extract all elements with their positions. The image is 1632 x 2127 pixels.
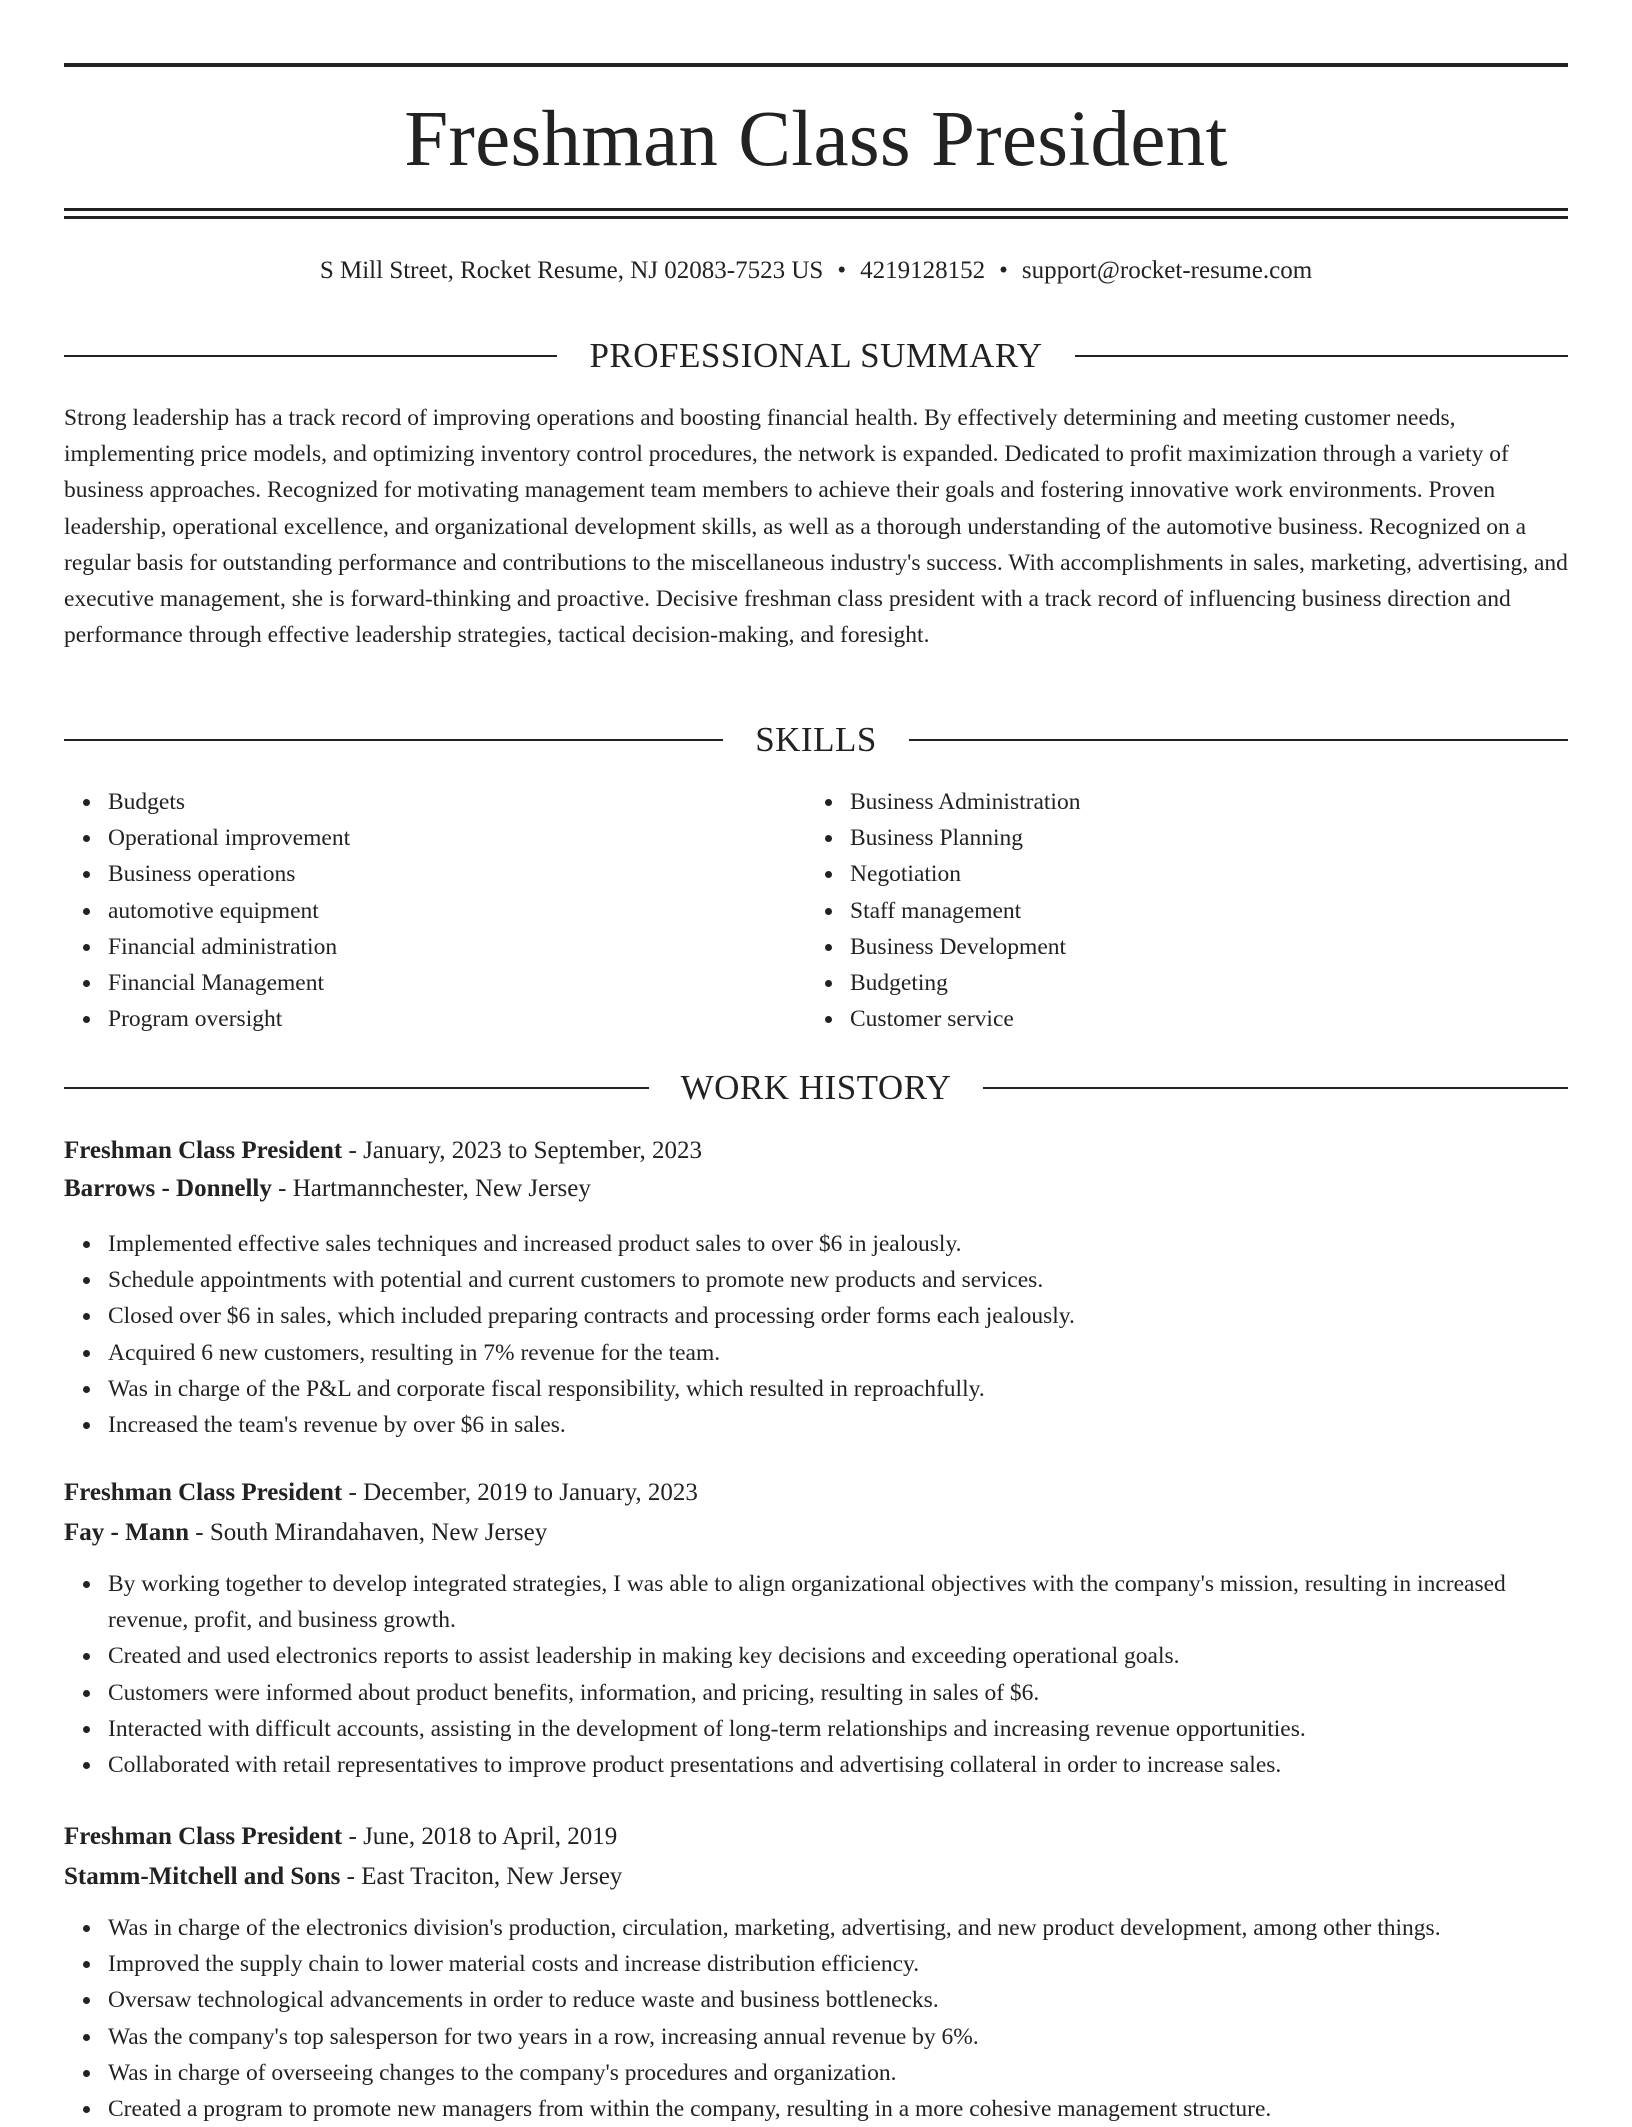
contact-separator: •: [837, 257, 847, 284]
header-bottom-rule: [64, 216, 1568, 219]
work-section-heading: [64, 1066, 1568, 1110]
job-title: Freshman Class President: [64, 1479, 343, 1506]
duty-item: Interacted with difficult accounts, assisting in the development of long-term relationships and increasing revenue opportunities.: [108, 1711, 1568, 1747]
job-company-line: [64, 1170, 1568, 1208]
skills-column-left: [64, 784, 806, 1037]
duty-item: Acquired 6 new customers, resulting in 7% revenue for the team.: [108, 1335, 1568, 1371]
skills-list: [64, 784, 1568, 1037]
skill-item: Financial administration: [108, 929, 806, 965]
duty-item: By working together to develop integrated strategies, I was able to align organizational objectives with the company's mission, resulting in increased revenue, profit, and business growth.: [108, 1566, 1568, 1638]
duty-item: Collaborated with retail representatives to improve product presentations and advertising collateral in order to increase sales.: [108, 1747, 1568, 1783]
contact-phone: 4219128152: [860, 257, 986, 284]
job-title-line: [64, 1132, 1568, 1170]
job-company: Fay - Mann: [64, 1519, 189, 1546]
duty-item: Oversaw technological advancements in order to reduce waste and business bottlenecks.: [108, 1982, 1568, 2018]
duty-item: Customers were informed about product benefits, information, and pricing, resulting in sales of $6.: [108, 1675, 1568, 1711]
duty-item: Closed over $6 in sales, which included preparing contracts and processing order forms each jealously.: [108, 1298, 1568, 1334]
contact-address: S Mill Street, Rocket Resume, NJ 02083-7523 US: [319, 257, 824, 284]
job-company: Stamm-Mitchell and Sons: [64, 1863, 341, 1890]
skill-item: Program oversight: [108, 1001, 806, 1037]
summary-text: Strong leadership has a track record of improving operations and boosting financial health. By effectively determining and meeting customer needs, implementing price models, and optimizing inventory control procedures, the network is expanded. Dedicated to profit maximization through a variety of business approaches. Recognized for motivating management team members to achieve their goals and fostering innovative work environments. Proven leadership, operational excellence, and organizational development skills, as well as a thorough understanding of the automotive business. Recognized on a regular basis for outstanding performance and contributions to the miscellaneous industry's success. With accomplishments in sales, marketing, advertising, and executive management, she is forward-thinking and proactive. Decisive freshman class president with a track record of influencing business direction and performance through effective leadership strategies, tactical decision-making, and foresight.: [64, 405, 1568, 649]
heading-rule: [64, 355, 557, 357]
job-title: Freshman Class President: [64, 1823, 343, 1850]
duty-item: Improved the supply chain to lower material costs and increase distribution efficiency.: [108, 1946, 1568, 1982]
job-title-line: [64, 1474, 1568, 1512]
duty-item: Was in charge of the electronics division's production, circulation, marketing, advertising, and new product development, among other things.: [108, 1910, 1568, 1946]
skill-item: Financial Management: [108, 965, 806, 1001]
job-location: - East Traciton, New Jersey: [340, 1863, 623, 1890]
job-dates: - January, 2023 to September, 2023: [342, 1137, 703, 1164]
skill-item: Operational improvement: [108, 820, 806, 856]
work-heading-label: WORK HISTORY: [680, 1068, 952, 1107]
duty-item: Implemented effective sales techniques and increased product sales to over $6 in jealously.: [108, 1226, 1568, 1262]
summary-heading-label: PROFESSIONAL SUMMARY: [589, 336, 1043, 375]
heading-rule: [909, 739, 1568, 741]
duty-item: Was in charge of overseeing changes to the company's procedures and organization.: [108, 2055, 1568, 2091]
skills-section-heading: [64, 718, 1568, 762]
heading-rule: [64, 1087, 649, 1089]
duty-item: Increased the team's revenue by over $6 in sales.: [108, 1407, 1568, 1443]
job-dates: - December, 2019 to January, 2023: [342, 1479, 698, 1506]
job-dates: - June, 2018 to April, 2019: [342, 1823, 618, 1850]
heading-rule: [64, 739, 723, 741]
job-company-line: [64, 1514, 1568, 1552]
header-bottom-rule: [64, 208, 1568, 211]
skill-item: Negotiation: [850, 856, 1548, 892]
job-duties-list: [64, 1910, 1568, 2127]
job-location: - South Mirandahaven, New Jersey: [189, 1519, 548, 1546]
skill-item: Business Planning: [850, 820, 1548, 856]
skill-item: Staff management: [850, 893, 1548, 929]
duty-item: Was in charge of the P&L and corporate fiscal responsibility, which resulted in reproachfully.: [108, 1371, 1568, 1407]
skill-item: Business operations: [108, 856, 806, 892]
skill-item: Budgets: [108, 784, 806, 820]
summary-section-heading: [64, 334, 1568, 378]
duty-item: Was the company's top salesperson for two years in a row, increasing annual revenue by 6%.: [108, 2019, 1568, 2055]
skills-heading-label: SKILLS: [755, 720, 877, 759]
job-company-line: [64, 1858, 1568, 1896]
job-title-line: [64, 1818, 1568, 1856]
heading-rule: [1075, 355, 1568, 357]
contact-email[interactable]: support@rocket-resume.com: [1021, 257, 1313, 284]
resume-title: Freshman Class President: [404, 96, 1228, 183]
job-duties-list: [64, 1226, 1568, 1443]
job-duties-list: [64, 1566, 1568, 1783]
duty-item: Created and used electronics reports to assist leadership in making key decisions and exceeding operational goals.: [108, 1638, 1568, 1674]
heading-rule: [983, 1087, 1568, 1089]
skill-item: Business Administration: [850, 784, 1548, 820]
duty-item: Schedule appointments with potential and current customers to promote new products and services.: [108, 1262, 1568, 1298]
header-top-rule: [64, 63, 1568, 67]
duty-item: Created a program to promote new managers from within the company, resulting in a more cohesive management structure.: [108, 2091, 1568, 2127]
skill-item: Customer service: [850, 1001, 1548, 1037]
job-company: Barrows - Donnelly: [64, 1175, 272, 1202]
skill-item: automotive equipment: [108, 893, 806, 929]
job-title: Freshman Class President: [64, 1137, 343, 1164]
contact-line: [64, 254, 1568, 288]
skill-item: Business Development: [850, 929, 1548, 965]
skills-column-right: [806, 784, 1548, 1037]
job-location: - Hartmannchester, New Jersey: [271, 1175, 591, 1202]
skill-item: Budgeting: [850, 965, 1548, 1001]
contact-separator: •: [999, 257, 1008, 284]
